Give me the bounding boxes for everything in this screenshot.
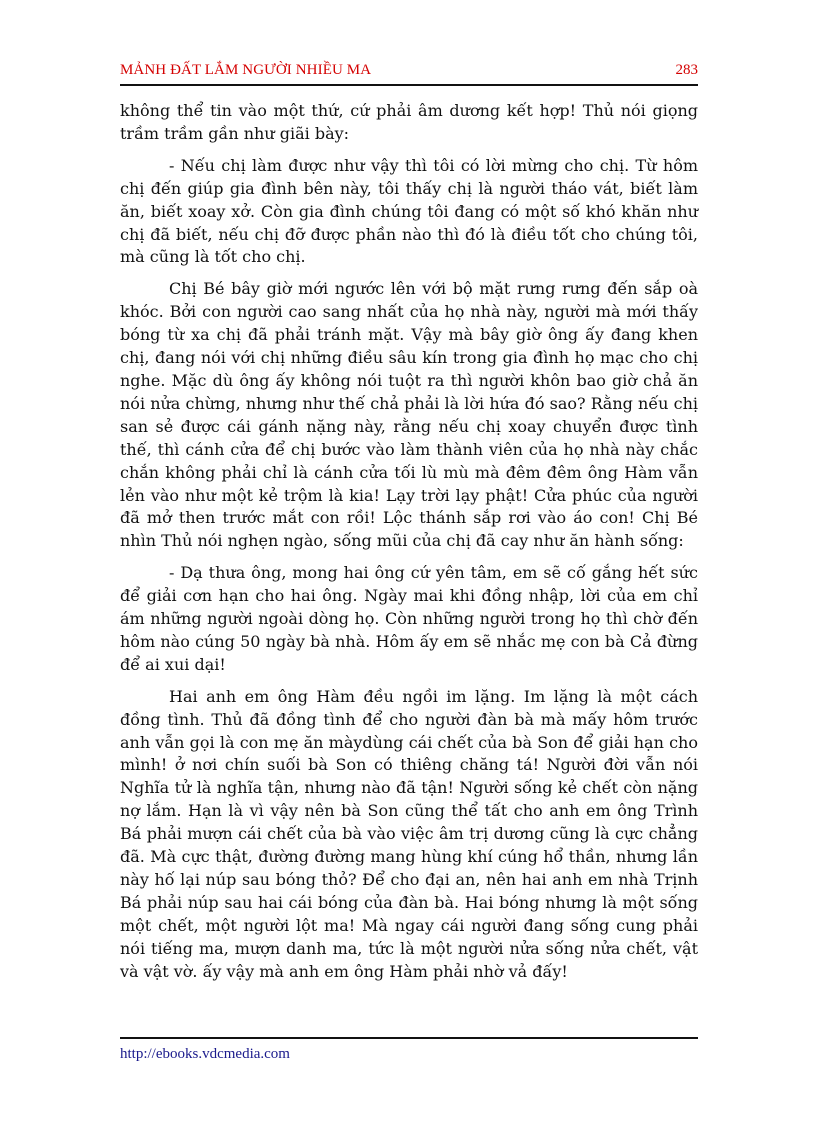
page-header: [120, 60, 698, 86]
page-body: [120, 100, 698, 993]
paragraph: Chị Bé bây giờ mới ngước lên với bộ mặt rưng rưng đến sắp oà khóc. Bởi con người cao sang nhất của họ nhà này, người mà mới thấy bóng từ xa chị đã phải tránh mặt. Vậy mà bây giờ ông ấy đang khen chị, đang nói với chị những điều sâu kín trong gia đình họ mạc cho chị nghe. Mặc dù ông ấy không nói tuột ra thì người khôn bao giờ chả ăn nói nửa chừng, nhưng như thế chả phải là lời hứa đó sao? Rằng nếu chị san sẻ được cái gánh nặng này, rằng nếu chị xoay chuyển được tình thế, thì cánh cửa để chị bước vào làm thành viên của họ nhà này chắc chắn không phải chỉ là cánh cửa tối lù mù mà đêm đêm ông Hàm vẫn lẻn vào như một kẻ trộm là kia! Lạy trời lạy phật! Cửa phúc của người đã mở then trước mắt con rồi! Lộc thánh sắp rơi vào áo con! Chị Bé nhìn Thủ nói nghẹn ngào, sống mũi của chị đã cay như ăn hành sống:: [120, 279, 698, 551]
footer-link[interactable]: http://ebooks.vdcmedia.com: [120, 1046, 290, 1062]
book-title: MẢNH ĐẤT LẮM NGƯỜI NHIỀU MA: [120, 62, 372, 78]
paragraph: - Nếu chị làm được như vậy thì tôi có lời mừng cho chị. Từ hôm chị đến giúp gia đình bên này, tôi thấy chị là người tháo vát, biết làm ăn, biết xoay xở. Còn gia đình chúng tôi đang có một số khó khăn như chị đã biết, nếu chị đỡ được phần nào thì đó là điều tốt cho chúng tôi, mà cũng là tốt cho chị.: [120, 155, 698, 267]
paragraph: không thể tin vào một thứ, cứ phải âm dương kết hợp! Thủ nói giọng trầm trầm gần như giãi bày:: [120, 101, 698, 143]
page-footer: [120, 1037, 698, 1063]
page-number: 283: [675, 62, 698, 78]
paragraph: Hai anh em ông Hàm đều ngồi im lặng. Im lặng là một cách đồng tình. Thủ đã đồng tình để cho người đàn bà mà mấy hôm trước anh vẫn gọi là con mẹ ăn màydùng cái chết của bà Son để giải hạn cho mình! ở nơi chín suối bà Son có thiêng chăng tá! Người đời vẫn nói Nghĩa tử là nghĩa tận, nhưng nào đã tận! Người sống kẻ chết còn nặng nợ lắm. Hạn là vì vậy nên bà Son cũng thể tất cho anh em ông Trình Bá phải mượn cái chết của bà vào việc âm trị dương cũng là cực chẳng đã. Mà cực thật, đường đường mang hùng khí cúng hổ thần, nhưng lần này hố lại núp sau bóng thỏ? Để cho đại an, nên hai anh em nhà Trịnh Bá phải núp sau hai cái bóng của đàn bà. Hai bóng nhưng là một sống một chết, một người lột ma! Mà ngay cái người đang sống cung phải nói tiếng ma, mượn danh ma, tức là một người nửa sống nửa chết, vật và vật vờ. ấy vậy mà anh em ông Hàm phải nhờ vả đấy!: [120, 686, 698, 981]
paragraph: - Dạ thưa ông, mong hai ông cứ yên tâm, em sẽ cố gắng hết sức để giải cơn hạn cho hai ông. Ngày mai khi đồng nhập, lời của em chỉ ám những người ngoài dòng họ. Còn những người trong họ thì chờ đến hôm nào cúng 50 ngày bà nhà. Hôm ấy em sẽ nhắc mẹ con bà Cả đừng để ai xui dại!: [120, 563, 698, 674]
